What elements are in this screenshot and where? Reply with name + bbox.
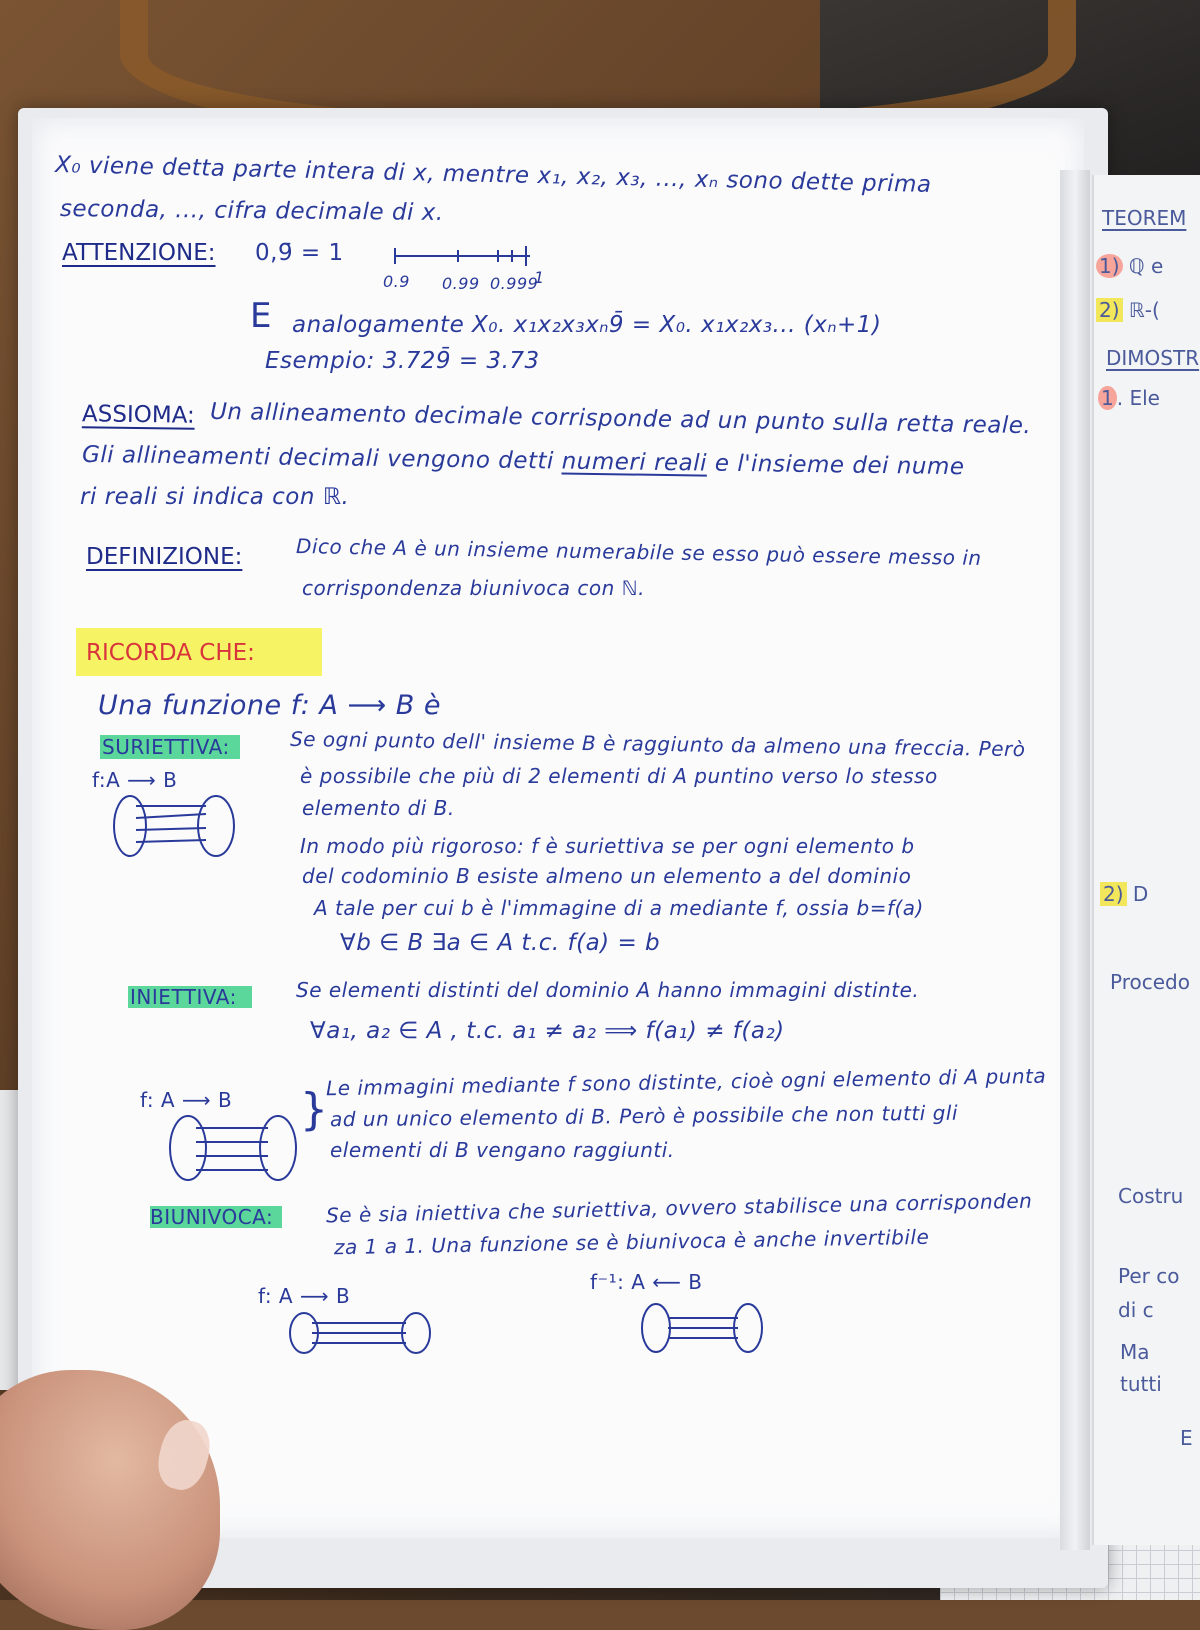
definizione-line-1: Dico che A è un insieme numerabile se esso può essere messo in (295, 534, 982, 570)
attenzione-formula: 0,9̄ = 1 (255, 240, 344, 266)
right-item-3-text: . Ele (1116, 386, 1160, 410)
suriettiva-line-2: è possibile che più di 2 elementi di A puntino verso lo stesso (300, 764, 938, 788)
analog-formula: analogamente X₀. x₁x₂x₃xₙ9̄ = X₀. x₁x₂x₃... (xₙ+1) (292, 312, 882, 338)
iniettiva-line-1: Se elementi distinti del dominio A hanno immagini distinte. (296, 978, 920, 1002)
definizione-heading: DEFINIZIONE: (86, 544, 243, 570)
assioma-line-1: Un allineamento decimale corrisponde ad un punto sulla retta reale. (209, 398, 1032, 440)
right-item-1-num: 1) (1096, 254, 1123, 278)
inverse-diagram (638, 1300, 768, 1356)
biunivoca-heading: BIUNIVOCA: (150, 1205, 274, 1229)
tick-label-4: 1 (534, 268, 545, 287)
iniettiva-line-4: elementi di B vengano raggiunti. (330, 1138, 675, 1162)
number-line (390, 244, 540, 268)
tick-label-1: 0.9 (383, 272, 410, 291)
right-e: E (1180, 1426, 1193, 1450)
rigoroso-formula: ∀b ∈ B ∃a ∈ A t.c. f(a) = b (340, 930, 661, 956)
right-costru: Costru (1118, 1184, 1184, 1208)
right-procedo: Procedo (1110, 970, 1190, 994)
tick-label-3: 0.999 (490, 274, 539, 293)
iniettiva-formula: ∀a₁, a₂ ∈ A , t.c. a₁ ≠ a₂ ⟹ f(a₁) ≠ f(a₂) (310, 1018, 785, 1044)
inverse-map-label: f⁻¹: A ⟵ B (590, 1270, 703, 1294)
right-tutti: tutti (1120, 1372, 1162, 1396)
tick-label-2: 0.99 (442, 274, 480, 293)
rigoroso-line-1: In modo più rigoroso: f è suriettiva se per ogni elemento b (300, 834, 915, 858)
iniettiva-line-3: ad un unico elemento di B. Però è possibile che non tutti gli (329, 1100, 959, 1132)
intro-line-1: X₀ viene detta parte intera di x, mentre x₁, x₂, x₃, ..., xₙ sono dette prima (54, 152, 932, 198)
iniettiva-map-label: f: A ⟶ B (140, 1088, 233, 1112)
right-item-1 (1096, 254, 1163, 278)
assioma-line-2-a: Gli allineamenti decimali vengono detti (81, 441, 555, 475)
right-item-4-text: D (1132, 882, 1149, 906)
right-item-1-text: ℚ e (1128, 254, 1164, 278)
right-di-c: di c (1118, 1298, 1154, 1322)
iniettiva-heading: INIETTIVA: (130, 985, 237, 1009)
iniettiva-diagram (164, 1112, 304, 1184)
suriettiva-line-3: elemento di B. (302, 796, 455, 820)
biunivoca-diagram (286, 1308, 436, 1358)
right-item-3-num: 1 (1098, 386, 1117, 410)
right-item-2-num: 2) (1096, 298, 1123, 322)
assioma-line-2-b: e l'insieme dei nume (714, 450, 965, 481)
right-dimostr: DIMOSTR (1106, 346, 1200, 370)
assioma-numeri-reali: numeri reali (561, 448, 708, 477)
assioma-heading: ASSIOMA: (81, 401, 195, 429)
right-item-4 (1100, 882, 1148, 906)
right-item-3 (1098, 386, 1160, 410)
right-teorema: TEOREM (1102, 206, 1187, 230)
biunivoca-map-label: f: A ⟶ B (258, 1284, 351, 1308)
analog-label: E (250, 296, 272, 336)
suriettiva-map-label: f:A ⟶ B (92, 768, 178, 792)
binder-spine (1060, 170, 1090, 1550)
rigoroso-line-3: A tale per cui b è l'immagine di a mediante f, ossia b=f(a) (314, 896, 924, 920)
right-ma: Ma (1120, 1340, 1150, 1364)
right-per-co: Per co (1118, 1264, 1180, 1288)
iniettiva-line-2: Le immagini mediante f sono distinte, cioè ogni elemento di A punta (325, 1063, 1047, 1101)
right-item-2 (1096, 298, 1160, 322)
rigoroso-line-2: del codominio B esiste almeno un elemento a del dominio (302, 864, 912, 888)
intro-line-2: seconda, ..., cifra decimale di x. (59, 195, 444, 227)
biunivoca-line-1: Se è sia iniettiva che suriettiva, ovvero stabilisce una corrisponden (325, 1188, 1033, 1228)
ricorda-heading: RICORDA CHE: (86, 640, 255, 666)
right-item-4-num: 2) (1100, 882, 1127, 906)
biunivoca-line-2: za 1 a 1. Una funzione se è biunivoca è anche invertibile (333, 1224, 930, 1260)
suriettiva-diagram (108, 792, 238, 862)
right-item-2-text: ℝ-( (1128, 298, 1160, 322)
suriettiva-line-1: Se ogni punto dell' insieme B è raggiunto da almeno una freccia. Però (289, 726, 1026, 762)
example-line: Esempio: 3.729̄ = 3.73 (265, 348, 540, 374)
definizione-line-2: corrispondenza biunivoca con ℕ. (302, 576, 646, 600)
attenzione-heading: ATTENZIONE: (62, 240, 216, 266)
funzione-line: Una funzione f: A ⟶ B è (98, 690, 441, 721)
iniettiva-brace: } (300, 1084, 329, 1135)
suriettiva-heading: SURIETTIVA: (102, 735, 230, 759)
assioma-line-3: ri reali si indica con ℝ. (80, 484, 350, 510)
